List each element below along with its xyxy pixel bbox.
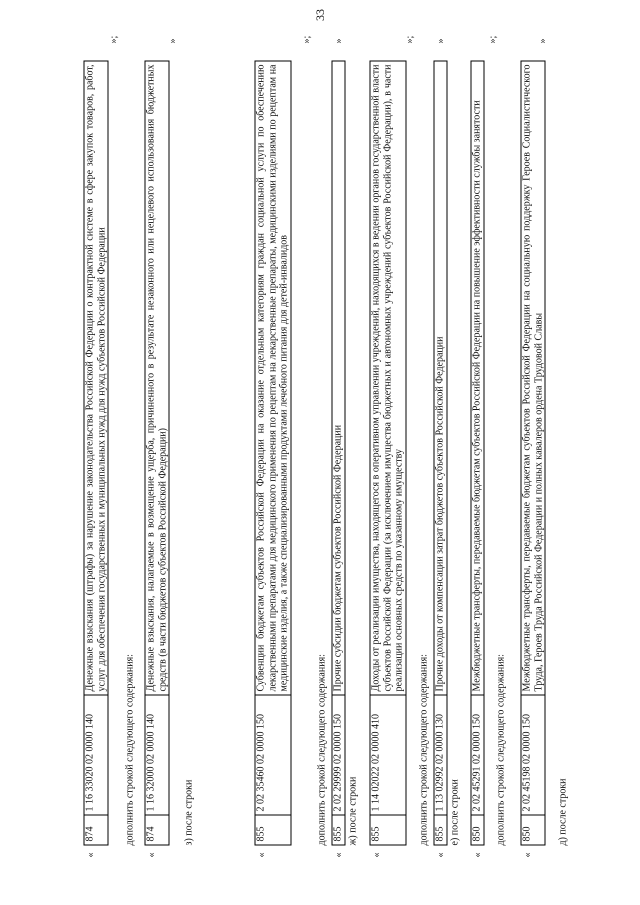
instruction-text: дополнить строкой следующего содержания: bbox=[316, 653, 327, 845]
description-cell: Прочие доходы от компенсации затрат бюджетов субъектов Российской Федерации bbox=[434, 61, 447, 695]
close-quote: » bbox=[537, 38, 548, 43]
open-quote: « bbox=[333, 852, 344, 857]
table-row bbox=[254, 35, 312, 857]
budget-code-cell: 2 02 45291 02 0000 150 bbox=[471, 695, 484, 815]
instruction-text: дополнить строкой следующего содержания: bbox=[495, 653, 506, 845]
admin-code-cell: 855 bbox=[255, 815, 291, 845]
open-quote: « bbox=[371, 852, 382, 857]
open-quote: « bbox=[522, 852, 533, 857]
admin-code-cell: 855 bbox=[332, 815, 345, 845]
budget-code-cell: 1 16 32000 02 0000 140 bbox=[145, 695, 169, 815]
admin-code-cell: 874 bbox=[145, 815, 169, 845]
budget-code-cell: 1 13 02992 02 0000 130 bbox=[434, 695, 447, 815]
open-quote: « bbox=[85, 852, 96, 857]
description-cell: Доходы от реализации имущества, находящегося в оперативном управлении учреждений, находящихся в ведении органов государственной власти субъектов Российской Федерации (за исключением имущества бюджетных и автономных учреждений субъектов Российской Федерации), в части реализации основных средств по указанному имуществу bbox=[370, 61, 406, 695]
admin-code-cell: 855 bbox=[370, 815, 406, 845]
admin-code-cell: 855 bbox=[434, 815, 447, 845]
close-quote: »; bbox=[108, 35, 119, 43]
table-row bbox=[144, 38, 178, 857]
budget-code-cell: 2 02 45198 02 0000 150 bbox=[521, 695, 545, 815]
open-quote: « bbox=[472, 852, 483, 857]
description-cell: Денежные взыскания (штрафы) за нарушение законодательства Российской Федерации о контрактной системе в сфере закупок товаров, работ, услуг для обеспечения государственных и муниципальных нужд для нужд субъектов Российской Федерации bbox=[84, 61, 108, 695]
table-row bbox=[433, 38, 447, 857]
close-quote: » bbox=[167, 38, 178, 43]
open-quote: « bbox=[146, 852, 157, 857]
budget-code-cell: 1 16 33020 02 0000 140 bbox=[84, 695, 108, 815]
open-quote: « bbox=[435, 852, 446, 857]
close-quote: »; bbox=[404, 35, 415, 43]
budget-code-cell: 2 02 29999 02 0000 150 bbox=[332, 695, 345, 815]
instruction-text: дополнить строкой следующего содержания: bbox=[124, 653, 135, 845]
table-row bbox=[520, 38, 548, 857]
table-row bbox=[470, 35, 498, 857]
description-cell: Межбюджетные трансферты, передаваемые бюджетам субъектов Российской Федерации на социальную поддержку Героев Социалистического Труда, Героев Труда Российской Федерации и полных кавалеров ордена Трудовой Славы bbox=[521, 61, 545, 695]
close-quote: »; bbox=[487, 35, 498, 43]
admin-code-cell: 874 bbox=[84, 815, 108, 845]
rotated-page-body bbox=[0, 35, 640, 857]
description-cell: Денежные взыскания, налагаемые в возмещение ущерба, причиненного в результате незаконного или нецелевого использования бюджетных средств (в части бюджетов субъектов Российской Федерации) bbox=[145, 61, 169, 695]
budget-code-cell: 2 02 35460 02 0000 150 bbox=[255, 695, 291, 815]
admin-code-cell: 850 bbox=[471, 815, 484, 845]
close-quote: » bbox=[435, 38, 446, 43]
close-quote: » bbox=[333, 38, 344, 43]
description-cell: Прочие субсидии бюджетам субъектов Российской Федерации bbox=[332, 61, 345, 695]
instruction-text: дополнить строкой следующего содержания: bbox=[418, 653, 429, 845]
instruction-text: е) после строки bbox=[449, 778, 460, 845]
table-row bbox=[369, 35, 415, 857]
open-quote: « bbox=[256, 852, 267, 857]
page-number: 33 bbox=[313, 9, 327, 21]
instruction-text: ж) после строки bbox=[347, 776, 358, 845]
description-cell: Межбюджетные трансферты, передаваемые бюджетам субъектов Российской Федерации на повышение эффективности службы занятости bbox=[471, 61, 484, 695]
admin-code-cell: 850 bbox=[521, 815, 545, 845]
budget-code-cell: 1 14 02022 02 0000 410 bbox=[370, 695, 406, 815]
description-cell: Субвенции бюджетам субъектов Российской Федерации на оказание отдельным категориям граждан социальной услуги по обеспечению лекарственными препаратами для медицинского применения по рецептам на лекарственные препараты, медицинскими изделиями по рецептам на медицинские изделия, а также специализированными продуктами лечебного питания для детей-инвалидов bbox=[255, 61, 291, 695]
instruction-text: д) после строки bbox=[557, 777, 568, 845]
table-row bbox=[331, 38, 345, 857]
close-quote: »; bbox=[301, 35, 312, 43]
instruction-text: з) после строки bbox=[183, 779, 194, 845]
table-row bbox=[83, 35, 119, 857]
